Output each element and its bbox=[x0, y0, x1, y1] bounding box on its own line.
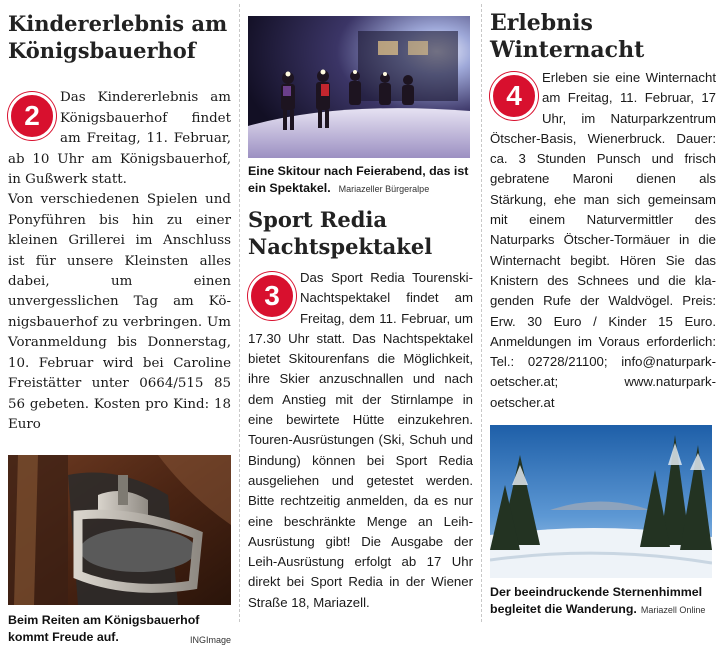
photo-caption: Der beeindruckende Sternenhimmel begleitet die Wanderung. Mariazell Online bbox=[490, 585, 706, 617]
article-winternacht bbox=[490, 0, 716, 619]
photo-night-skitour bbox=[248, 16, 470, 158]
article-sport-redia bbox=[248, 0, 473, 613]
article-title: Sport Redia Nachtspektakel bbox=[248, 207, 433, 259]
stirrup-illustration bbox=[8, 455, 231, 605]
column-divider-1 bbox=[239, 4, 240, 622]
article-body: Erleben sie eine Winternacht am Freitag, 11. Februar, 17 Uhr, im Naturparkzentrum Ötscher-Basis, Wienerbruck. Dauer: ca. 3 Stunden Punsch und frisch gebratene Maroni dienen als Stärkung, ehe man sich gemeinsam mit einem Naturvermittler des Naturparks Ötscher-Tormäuer in die Winternacht begibt. Hören Sie das Knistern des Schnees und die klagenden Rufe der Waldvögel. Preis: Erw. 30 Euro / Kinder 15 Euro. Anmeldungen im Voraus erforderlich: Tel.: 02728/21100; info@naturpark-oetscher.at; www.naturpark-oetscher.at bbox=[490, 70, 716, 410]
photo-caption: Beim Reiten am Königsbauerhof kommt Freude auf. INGImage bbox=[8, 612, 231, 646]
article-body-wrap bbox=[8, 68, 231, 435]
badge-number: 2 bbox=[8, 92, 56, 140]
number-badge bbox=[490, 68, 542, 118]
article-body: Das Kindererlebnis am Königsbauerhof findet am Freitag, 11. Februar, ab 10 Uhr am Königsbauerhof, in Gußwerk statt. Von verschiedenen Spielen und Ponyführen bis hin zu einer kleinen Grillerei im Anschluss ist für unsere Kleinsten alles dabei, um einen unvergesslichen Tag am Königsbauerhof zu verbringen. Um Voranmeldung bis Donnerstag, 10. Februar wird bei Caroline Freistätter unter 0664/515 85 56 gebeten. Kosten pro Kind: 18 Euro bbox=[8, 90, 231, 432]
night-ski-illustration bbox=[248, 16, 470, 158]
photo-credit: Mariazeller Bürgeralpe bbox=[338, 184, 430, 194]
photo-caption: Eine Skitour nach Feierabend, das ist ein Spektakel. Mariazeller Bürgeralpe bbox=[248, 164, 469, 195]
photo-horse-stirrup bbox=[8, 455, 231, 605]
article-title: Kindererlebnis am Königsbauerhof bbox=[8, 11, 228, 63]
article-title: Erlebnis Winternacht bbox=[490, 10, 645, 63]
article-body-wrap bbox=[248, 268, 473, 613]
article-body-wrap bbox=[490, 68, 716, 413]
column-divider-2 bbox=[481, 4, 482, 622]
article-body: Das Sport Redia Tourenski-Nachtspektakel findet am Freitag, dem 11. Februar, um 17.30 Uhr statt. Das Nachtspektakel bietet Skitourenfans die Möglichkeit, ihre Skier anzuschnallen und nach dem Anstieg mit der Stirnlampe in eine bewirtete Hütte einzukehren. Touren-Ausrüstungen (Ski, Schuh und Bindung) können bei Sport Redia ausgeliehen und getestet werden. Bitte rechtzeitig anmelden, da es nur eine beschränkte Menge an Leih-Ausrüstung gibt! Die Ausgabe der Leih-Ausrüstung erfolgt ab 17 Uhr direkt bei Sport Redia in der Wiener Straße 18, Mariazell. bbox=[248, 270, 473, 610]
number-badge bbox=[8, 88, 60, 138]
article-kindererlebnis bbox=[8, 0, 231, 649]
badge-number: 3 bbox=[248, 272, 296, 320]
photo-credit: INGImage bbox=[189, 635, 231, 646]
winter-forest-illustration bbox=[490, 425, 712, 578]
photo-credit: Mariazell Online bbox=[640, 605, 706, 616]
photo-winter-forest bbox=[490, 425, 712, 578]
number-badge bbox=[248, 268, 300, 318]
badge-number: 4 bbox=[490, 72, 538, 120]
